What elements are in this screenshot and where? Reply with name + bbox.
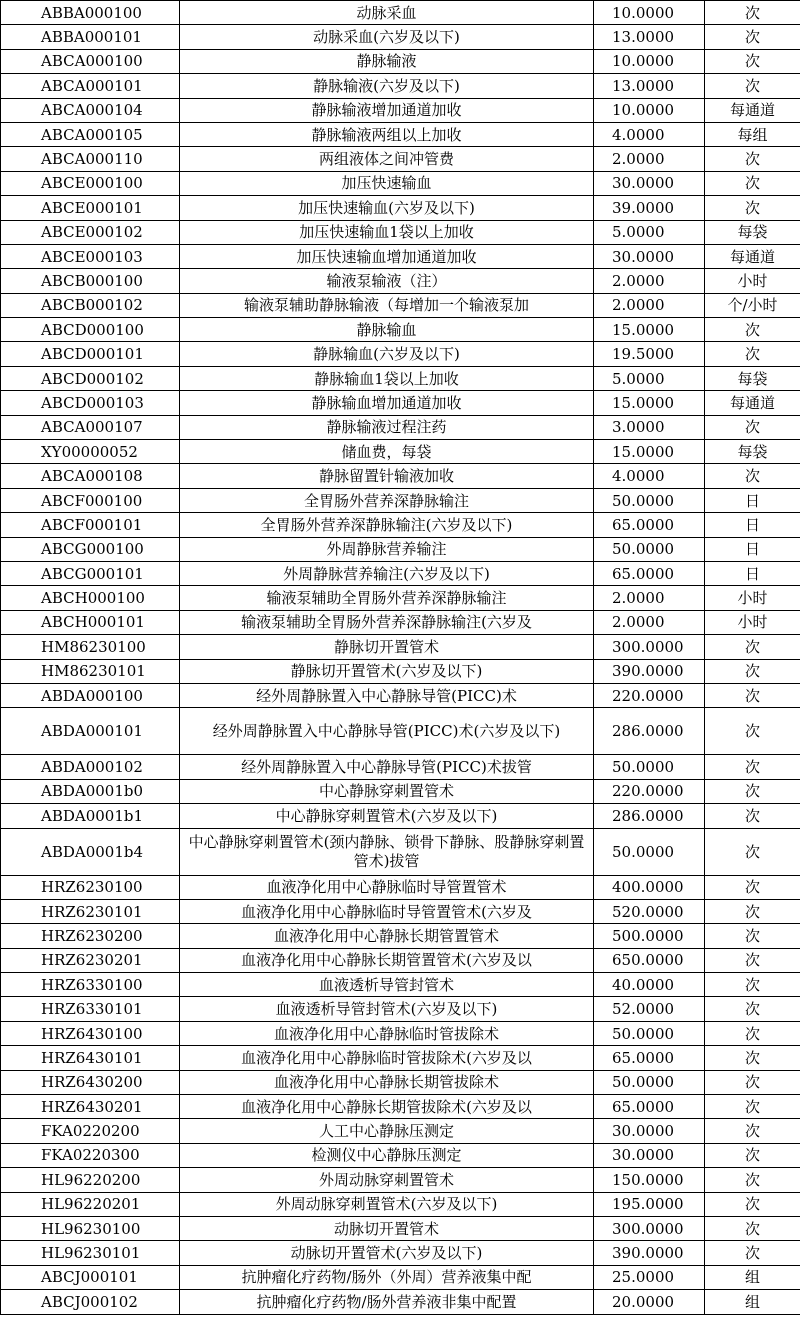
item-price-cell: 5.0000 (594, 366, 705, 390)
item-unit-cell: 次 (705, 708, 800, 755)
item-code-cell: XY00000052 (1, 440, 180, 464)
item-unit-cell: 次 (705, 659, 800, 683)
item-unit-cell: 次 (705, 1241, 800, 1265)
item-price-cell: 50.0000 (594, 488, 705, 512)
item-name-cell: 静脉输液 (180, 49, 594, 73)
item-price-cell: 13.0000 (594, 25, 705, 49)
item-unit-cell: 次 (705, 49, 800, 73)
item-code-cell: HRZ6430200 (1, 1070, 180, 1094)
item-unit-cell: 次 (705, 635, 800, 659)
table-row (1, 948, 800, 972)
table-row (1, 440, 800, 464)
table-row (1, 342, 800, 366)
item-unit-cell: 每通道 (705, 391, 800, 415)
fee-table-body (1, 1, 800, 1315)
item-name-cell: 检测仪中心静脉压测定 (180, 1143, 594, 1167)
item-unit-cell: 日 (705, 561, 800, 585)
item-unit-cell: 次 (705, 464, 800, 488)
item-code-cell: FKA0220300 (1, 1143, 180, 1167)
table-row (1, 924, 800, 948)
item-unit-cell: 小时 (705, 610, 800, 634)
table-row (1, 561, 800, 585)
item-code-cell: HRZ6430100 (1, 1021, 180, 1045)
item-unit-cell: 个/小时 (705, 293, 800, 317)
item-price-cell: 220.0000 (594, 683, 705, 707)
item-price-cell: 520.0000 (594, 899, 705, 923)
table-row (1, 804, 800, 828)
table-row (1, 293, 800, 317)
item-unit-cell: 次 (705, 683, 800, 707)
item-name-cell: 静脉输液过程注药 (180, 415, 594, 439)
item-code-cell: ABCD000102 (1, 366, 180, 390)
item-price-cell: 20.0000 (594, 1290, 705, 1314)
item-unit-cell: 小时 (705, 269, 800, 293)
item-name-cell: 中心静脉穿刺置管术(六岁及以下) (180, 804, 594, 828)
item-code-cell: ABDA000101 (1, 708, 180, 755)
table-row (1, 1070, 800, 1094)
item-unit-cell: 次 (705, 804, 800, 828)
item-price-cell: 65.0000 (594, 1095, 705, 1119)
item-code-cell: ABDA0001b4 (1, 828, 180, 875)
item-price-cell: 2.0000 (594, 586, 705, 610)
item-name-cell: 血液净化用中心静脉长期管置管术(六岁及以 (180, 948, 594, 972)
item-name-cell: 经外周静脉置入中心静脉导管(PICC)术(六岁及以下) (180, 708, 594, 755)
table-row (1, 391, 800, 415)
item-name-cell: 加压快速输血(六岁及以下) (180, 196, 594, 220)
item-name-cell: 全胃肠外营养深静脉输注 (180, 488, 594, 512)
item-price-cell: 40.0000 (594, 973, 705, 997)
item-code-cell: ABCB000102 (1, 293, 180, 317)
item-code-cell: ABCD000101 (1, 342, 180, 366)
item-price-cell: 50.0000 (594, 1070, 705, 1094)
table-row (1, 366, 800, 390)
item-code-cell: ABCA000110 (1, 147, 180, 171)
item-price-cell: 10.0000 (594, 98, 705, 122)
item-name-cell: 全胃肠外营养深静脉输注(六岁及以下) (180, 513, 594, 537)
table-row (1, 488, 800, 512)
table-row (1, 1119, 800, 1143)
item-code-cell: ABCG000101 (1, 561, 180, 585)
item-unit-cell: 次 (705, 147, 800, 171)
item-name-cell: 静脉切开置管术 (180, 635, 594, 659)
item-unit-cell: 次 (705, 1168, 800, 1192)
table-row (1, 586, 800, 610)
item-price-cell: 50.0000 (594, 755, 705, 779)
table-row (1, 973, 800, 997)
item-code-cell: ABCA000105 (1, 122, 180, 146)
item-unit-cell: 次 (705, 318, 800, 342)
table-row (1, 196, 800, 220)
table-row (1, 49, 800, 73)
table-row (1, 1046, 800, 1070)
item-price-cell: 25.0000 (594, 1265, 705, 1289)
item-unit-cell: 组 (705, 1265, 800, 1289)
item-name-cell: 动脉切开置管术 (180, 1216, 594, 1240)
item-code-cell: ABDA000102 (1, 755, 180, 779)
item-unit-cell: 日 (705, 513, 800, 537)
table-row (1, 122, 800, 146)
item-unit-cell: 小时 (705, 586, 800, 610)
item-code-cell: HRZ6330101 (1, 997, 180, 1021)
table-row (1, 779, 800, 803)
item-unit-cell: 次 (705, 1192, 800, 1216)
item-code-cell: HL96230101 (1, 1241, 180, 1265)
item-name-cell: 外周动脉穿刺置管术 (180, 1168, 594, 1192)
item-unit-cell: 次 (705, 196, 800, 220)
item-unit-cell: 每通道 (705, 98, 800, 122)
item-code-cell: HL96220201 (1, 1192, 180, 1216)
table-row (1, 513, 800, 537)
item-price-cell: 30.0000 (594, 1119, 705, 1143)
item-code-cell: HRZ6330100 (1, 973, 180, 997)
item-unit-cell: 次 (705, 973, 800, 997)
item-name-cell: 静脉输液(六岁及以下) (180, 74, 594, 98)
item-name-cell: 外周动脉穿刺置管术(六岁及以下) (180, 1192, 594, 1216)
item-code-cell: ABCE000103 (1, 244, 180, 268)
table-row (1, 220, 800, 244)
item-price-cell: 30.0000 (594, 244, 705, 268)
table-row (1, 1265, 800, 1289)
item-unit-cell: 次 (705, 997, 800, 1021)
item-name-cell: 静脉输液两组以上加收 (180, 122, 594, 146)
table-row (1, 635, 800, 659)
item-unit-cell: 次 (705, 755, 800, 779)
table-row (1, 755, 800, 779)
item-code-cell: HM86230101 (1, 659, 180, 683)
item-name-cell: 静脉切开置管术(六岁及以下) (180, 659, 594, 683)
table-row (1, 415, 800, 439)
item-unit-cell: 日 (705, 488, 800, 512)
item-name-cell: 血液净化用中心静脉长期管置管术 (180, 924, 594, 948)
item-unit-cell: 日 (705, 537, 800, 561)
item-name-cell: 经外周静脉置入中心静脉导管(PICC)术 (180, 683, 594, 707)
table-row (1, 659, 800, 683)
item-unit-cell: 次 (705, 415, 800, 439)
item-name-cell: 抗肿瘤化疗药物/肠外营养液非集中配置 (180, 1290, 594, 1314)
table-row (1, 1290, 800, 1314)
item-unit-cell: 次 (705, 1046, 800, 1070)
item-code-cell: ABBA000101 (1, 25, 180, 49)
item-code-cell: ABCD000103 (1, 391, 180, 415)
item-name-cell: 中心静脉穿刺置管术(颈内静脉、锁骨下静脉、股静脉穿刺置管术)拔管 (180, 828, 594, 875)
item-unit-cell: 次 (705, 74, 800, 98)
table-row (1, 997, 800, 1021)
item-price-cell: 195.0000 (594, 1192, 705, 1216)
table-row (1, 875, 800, 899)
item-unit-cell: 次 (705, 1143, 800, 1167)
item-name-cell: 血液净化用中心静脉临时管拔除术 (180, 1021, 594, 1045)
table-row (1, 899, 800, 923)
item-name-cell: 血液净化用中心静脉临时导管置管术(六岁及 (180, 899, 594, 923)
table-row (1, 1168, 800, 1192)
item-name-cell: 储血费，每袋 (180, 440, 594, 464)
item-name-cell: 人工中心静脉压测定 (180, 1119, 594, 1143)
item-code-cell: ABCJ000101 (1, 1265, 180, 1289)
table-row (1, 147, 800, 171)
item-code-cell: ABCE000100 (1, 171, 180, 195)
item-price-cell: 15.0000 (594, 318, 705, 342)
item-price-cell: 13.0000 (594, 74, 705, 98)
item-code-cell: ABCJ000102 (1, 1290, 180, 1314)
item-price-cell: 286.0000 (594, 708, 705, 755)
item-unit-cell: 次 (705, 1, 800, 25)
item-unit-cell: 次 (705, 1119, 800, 1143)
item-unit-cell: 每袋 (705, 366, 800, 390)
item-price-cell: 2.0000 (594, 293, 705, 317)
item-code-cell: HRZ6230200 (1, 924, 180, 948)
item-name-cell: 输液泵输液（注） (180, 269, 594, 293)
item-price-cell: 50.0000 (594, 537, 705, 561)
item-unit-cell: 次 (705, 828, 800, 875)
item-unit-cell: 次 (705, 1095, 800, 1119)
table-row (1, 1216, 800, 1240)
item-price-cell: 10.0000 (594, 1, 705, 25)
table-row (1, 269, 800, 293)
table-row (1, 1, 800, 25)
item-name-cell: 静脉输血增加通道加收 (180, 391, 594, 415)
item-name-cell: 静脉输液增加通道加收 (180, 98, 594, 122)
item-price-cell: 50.0000 (594, 1021, 705, 1045)
item-name-cell: 血液净化用中心静脉临时管拔除术(六岁及以 (180, 1046, 594, 1070)
item-price-cell: 65.0000 (594, 1046, 705, 1070)
item-code-cell: ABCE000101 (1, 196, 180, 220)
item-name-cell: 输液泵辅助全胃肠外营养深静脉输注 (180, 586, 594, 610)
item-code-cell: HRZ6430201 (1, 1095, 180, 1119)
item-code-cell: ABCB000100 (1, 269, 180, 293)
item-code-cell: ABCA000104 (1, 98, 180, 122)
item-name-cell: 加压快速输血 (180, 171, 594, 195)
item-price-cell: 65.0000 (594, 561, 705, 585)
item-price-cell: 2.0000 (594, 269, 705, 293)
item-code-cell: HL96230100 (1, 1216, 180, 1240)
item-name-cell: 血液净化用中心静脉长期管拔除术 (180, 1070, 594, 1094)
item-price-cell: 390.0000 (594, 1241, 705, 1265)
item-name-cell: 血液透析导管封管术 (180, 973, 594, 997)
item-code-cell: ABDA0001b0 (1, 779, 180, 803)
table-row (1, 244, 800, 268)
item-name-cell: 静脉输血1袋以上加收 (180, 366, 594, 390)
table-row (1, 1021, 800, 1045)
table-row (1, 537, 800, 561)
item-code-cell: HRZ6230100 (1, 875, 180, 899)
item-code-cell: HRZ6230101 (1, 899, 180, 923)
item-name-cell: 外周静脉营养输注 (180, 537, 594, 561)
table-row (1, 318, 800, 342)
item-price-cell: 650.0000 (594, 948, 705, 972)
item-name-cell: 动脉切开置管术(六岁及以下) (180, 1241, 594, 1265)
item-unit-cell: 次 (705, 1070, 800, 1094)
item-price-cell: 30.0000 (594, 171, 705, 195)
item-unit-cell: 次 (705, 899, 800, 923)
item-name-cell: 中心静脉穿刺置管术 (180, 779, 594, 803)
table-row (1, 98, 800, 122)
item-unit-cell: 次 (705, 1216, 800, 1240)
item-price-cell: 5.0000 (594, 220, 705, 244)
item-unit-cell: 次 (705, 924, 800, 948)
table-row (1, 74, 800, 98)
item-price-cell: 286.0000 (594, 804, 705, 828)
item-price-cell: 15.0000 (594, 440, 705, 464)
item-name-cell: 动脉采血 (180, 1, 594, 25)
item-price-cell: 3.0000 (594, 415, 705, 439)
item-name-cell: 外周静脉营养输注(六岁及以下) (180, 561, 594, 585)
item-code-cell: ABCA000100 (1, 49, 180, 73)
item-name-cell: 血液净化用中心静脉临时导管置管术 (180, 875, 594, 899)
item-code-cell: ABCF000100 (1, 488, 180, 512)
table-row (1, 1241, 800, 1265)
item-name-cell: 静脉留置针输液加收 (180, 464, 594, 488)
item-code-cell: ABCA000108 (1, 464, 180, 488)
item-code-cell: ABCD000100 (1, 318, 180, 342)
item-price-cell: 2.0000 (594, 147, 705, 171)
item-unit-cell: 每组 (705, 122, 800, 146)
item-price-cell: 4.0000 (594, 464, 705, 488)
table-row (1, 1192, 800, 1216)
item-name-cell: 输液泵辅助全胃肠外营养深静脉输注(六岁及 (180, 610, 594, 634)
table-row (1, 1095, 800, 1119)
item-code-cell: ABCA000101 (1, 74, 180, 98)
item-price-cell: 400.0000 (594, 875, 705, 899)
item-name-cell: 经外周静脉置入中心静脉导管(PICC)术拔管 (180, 755, 594, 779)
item-name-cell: 静脉输血(六岁及以下) (180, 342, 594, 366)
item-unit-cell: 每袋 (705, 440, 800, 464)
table-row (1, 464, 800, 488)
item-code-cell: FKA0220200 (1, 1119, 180, 1143)
item-unit-cell: 次 (705, 171, 800, 195)
item-code-cell: ABBA000100 (1, 1, 180, 25)
item-name-cell: 抗肿瘤化疗药物/肠外（外周）营养液集中配 (180, 1265, 594, 1289)
item-unit-cell: 次 (705, 1021, 800, 1045)
item-name-cell: 血液透析导管封管术(六岁及以下) (180, 997, 594, 1021)
item-unit-cell: 次 (705, 342, 800, 366)
item-price-cell: 300.0000 (594, 1216, 705, 1240)
item-unit-cell: 每袋 (705, 220, 800, 244)
item-name-cell: 动脉采血(六岁及以下) (180, 25, 594, 49)
item-code-cell: HRZ6230201 (1, 948, 180, 972)
item-unit-cell: 次 (705, 25, 800, 49)
item-name-cell: 两组液体之间冲管费 (180, 147, 594, 171)
item-price-cell: 300.0000 (594, 635, 705, 659)
item-price-cell: 19.5000 (594, 342, 705, 366)
item-code-cell: ABCF000101 (1, 513, 180, 537)
item-code-cell: ABCA000107 (1, 415, 180, 439)
item-price-cell: 50.0000 (594, 828, 705, 875)
item-code-cell: ABCG000100 (1, 537, 180, 561)
item-unit-cell: 次 (705, 875, 800, 899)
item-name-cell: 加压快速输血1袋以上加收 (180, 220, 594, 244)
item-code-cell: HM86230100 (1, 635, 180, 659)
item-code-cell: ABDA0001b1 (1, 804, 180, 828)
table-row (1, 683, 800, 707)
item-unit-cell: 组 (705, 1290, 800, 1314)
table-row (1, 1143, 800, 1167)
table-row (1, 610, 800, 634)
item-name-cell: 加压快速输血增加通道加收 (180, 244, 594, 268)
item-code-cell: ABDA000100 (1, 683, 180, 707)
item-code-cell: ABCE000102 (1, 220, 180, 244)
item-price-cell: 10.0000 (594, 49, 705, 73)
item-price-cell: 2.0000 (594, 610, 705, 634)
item-unit-cell: 每通道 (705, 244, 800, 268)
item-unit-cell: 次 (705, 779, 800, 803)
item-price-cell: 52.0000 (594, 997, 705, 1021)
item-price-cell: 390.0000 (594, 659, 705, 683)
table-row (1, 828, 800, 875)
table-row (1, 708, 800, 755)
table-row (1, 171, 800, 195)
item-name-cell: 静脉输血 (180, 318, 594, 342)
item-code-cell: ABCH000101 (1, 610, 180, 634)
table-row (1, 25, 800, 49)
item-price-cell: 4.0000 (594, 122, 705, 146)
item-code-cell: HRZ6430101 (1, 1046, 180, 1070)
item-code-cell: HL96220200 (1, 1168, 180, 1192)
item-price-cell: 39.0000 (594, 196, 705, 220)
item-name-cell: 输液泵辅助静脉输液（每增加一个输液泵加 (180, 293, 594, 317)
item-price-cell: 500.0000 (594, 924, 705, 948)
item-price-cell: 220.0000 (594, 779, 705, 803)
item-code-cell: ABCH000100 (1, 586, 180, 610)
item-unit-cell: 次 (705, 948, 800, 972)
item-name-cell: 血液净化用中心静脉长期管拔除术(六岁及以 (180, 1095, 594, 1119)
item-price-cell: 65.0000 (594, 513, 705, 537)
item-price-cell: 15.0000 (594, 391, 705, 415)
item-price-cell: 30.0000 (594, 1143, 705, 1167)
item-price-cell: 150.0000 (594, 1168, 705, 1192)
